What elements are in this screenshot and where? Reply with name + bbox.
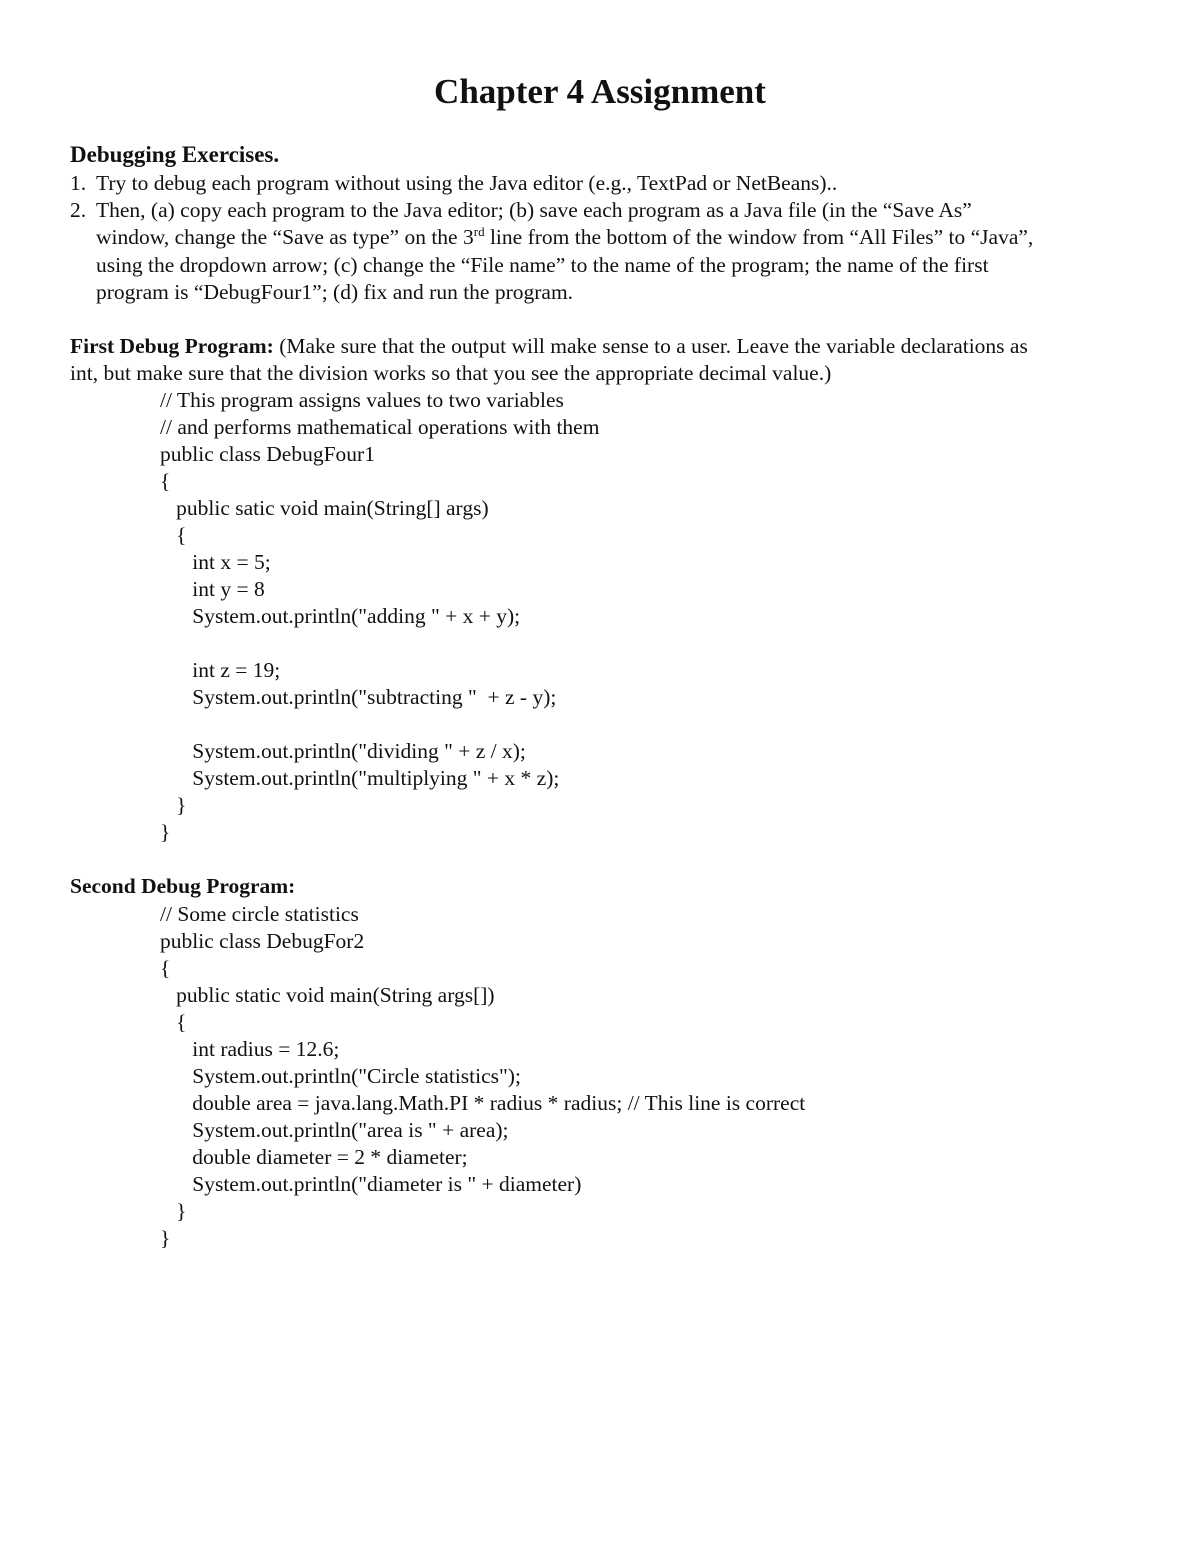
instruction-item-1	[70, 170, 837, 197]
first-program-intro-line-2: int, but make sure that the division works so that you see the appropriate decimal value.)	[70, 361, 832, 385]
first-program-code-line: System.out.println("multiplying " + x * z);	[160, 766, 560, 790]
second-program-code-line: // Some circle statistics	[160, 902, 359, 926]
first-program-code-line: // This program assigns values to two variables	[160, 388, 564, 412]
ordinal-superscript: rd	[473, 223, 485, 239]
first-program-code-line: {	[160, 469, 171, 493]
first-program-code-line: public class DebugFour1	[160, 442, 375, 466]
second-program-code-line: {	[160, 1010, 187, 1034]
first-program-code-line: System.out.println("subtracting " + z - y);	[160, 685, 557, 709]
instruction-number-2: 2.	[70, 198, 87, 222]
first-program-intro-text: (Make sure that the output will make sense to a user. Leave the variable declarations as	[273, 334, 1028, 358]
instruction-item-2-line-1	[70, 197, 972, 224]
second-program-code-line: System.out.println("area is " + area);	[160, 1118, 509, 1142]
first-program-code-line: System.out.println("dividing " + z / x);	[160, 739, 526, 763]
second-program-code-line: {	[160, 956, 171, 980]
instruction-number-1: 1.	[70, 171, 87, 195]
instruction-text-2-line-2-post: line from the bottom of the window from “All Files” to “Java”,	[484, 225, 1034, 249]
second-program-code-line: int radius = 12.6;	[160, 1037, 340, 1061]
first-program-intro-line-1	[70, 333, 1028, 360]
first-program-code-line: }	[160, 820, 171, 844]
instruction-text-1: Try to debug each program without using the Java editor (e.g., TextPad or NetBeans)..	[96, 171, 838, 195]
second-program-code-line: System.out.println("Circle statistics");	[160, 1064, 521, 1088]
instruction-item-2-line-2	[96, 224, 1033, 251]
instruction-item-2-line-4: program is “DebugFour1”; (d) fix and run the program.	[96, 280, 574, 304]
first-program-code-line: int x = 5;	[160, 550, 271, 574]
page-title: Chapter 4 Assignment	[434, 72, 766, 111]
second-program-code-line: }	[160, 1199, 187, 1223]
second-program-code-line: double area = java.lang.Math.PI * radius * radius; // This line is correct	[160, 1091, 806, 1115]
debugging-exercises-heading: Debugging Exercises.	[70, 142, 280, 167]
first-program-code-line: {	[160, 523, 187, 547]
second-program-code-line: }	[160, 1226, 171, 1250]
instruction-text-2-line-2-pre: window, change the “Save as type” on the 3	[96, 225, 474, 249]
first-program-code-line: public satic void main(String[] args)	[160, 496, 489, 520]
first-program-code-line: }	[160, 793, 187, 817]
second-program-code-line: public class DebugFor2	[160, 929, 365, 953]
second-program-code-line: System.out.println("diameter is " + diameter)	[160, 1172, 582, 1196]
second-program-code-line: public static void main(String args[])	[160, 983, 495, 1007]
first-program-code-line: int z = 19;	[160, 658, 281, 682]
instruction-text-2-line-1: Then, (a) copy each program to the Java editor; (b) save each program as a Java file (in the “Save As”	[96, 198, 972, 222]
first-program-code-line: int y = 8	[160, 577, 265, 601]
first-program-code-line: // and performs mathematical operations with them	[160, 415, 600, 439]
first-program-label: First Debug Program:	[70, 334, 274, 358]
instruction-item-2-line-3: using the dropdown arrow; (c) change the “File name” to the name of the program; the name of the first	[96, 253, 989, 277]
second-program-label: Second Debug Program:	[70, 874, 296, 898]
second-program-code-line: double diameter = 2 * diameter;	[160, 1145, 468, 1169]
first-program-code-line: System.out.println("adding " + x + y);	[160, 604, 521, 628]
